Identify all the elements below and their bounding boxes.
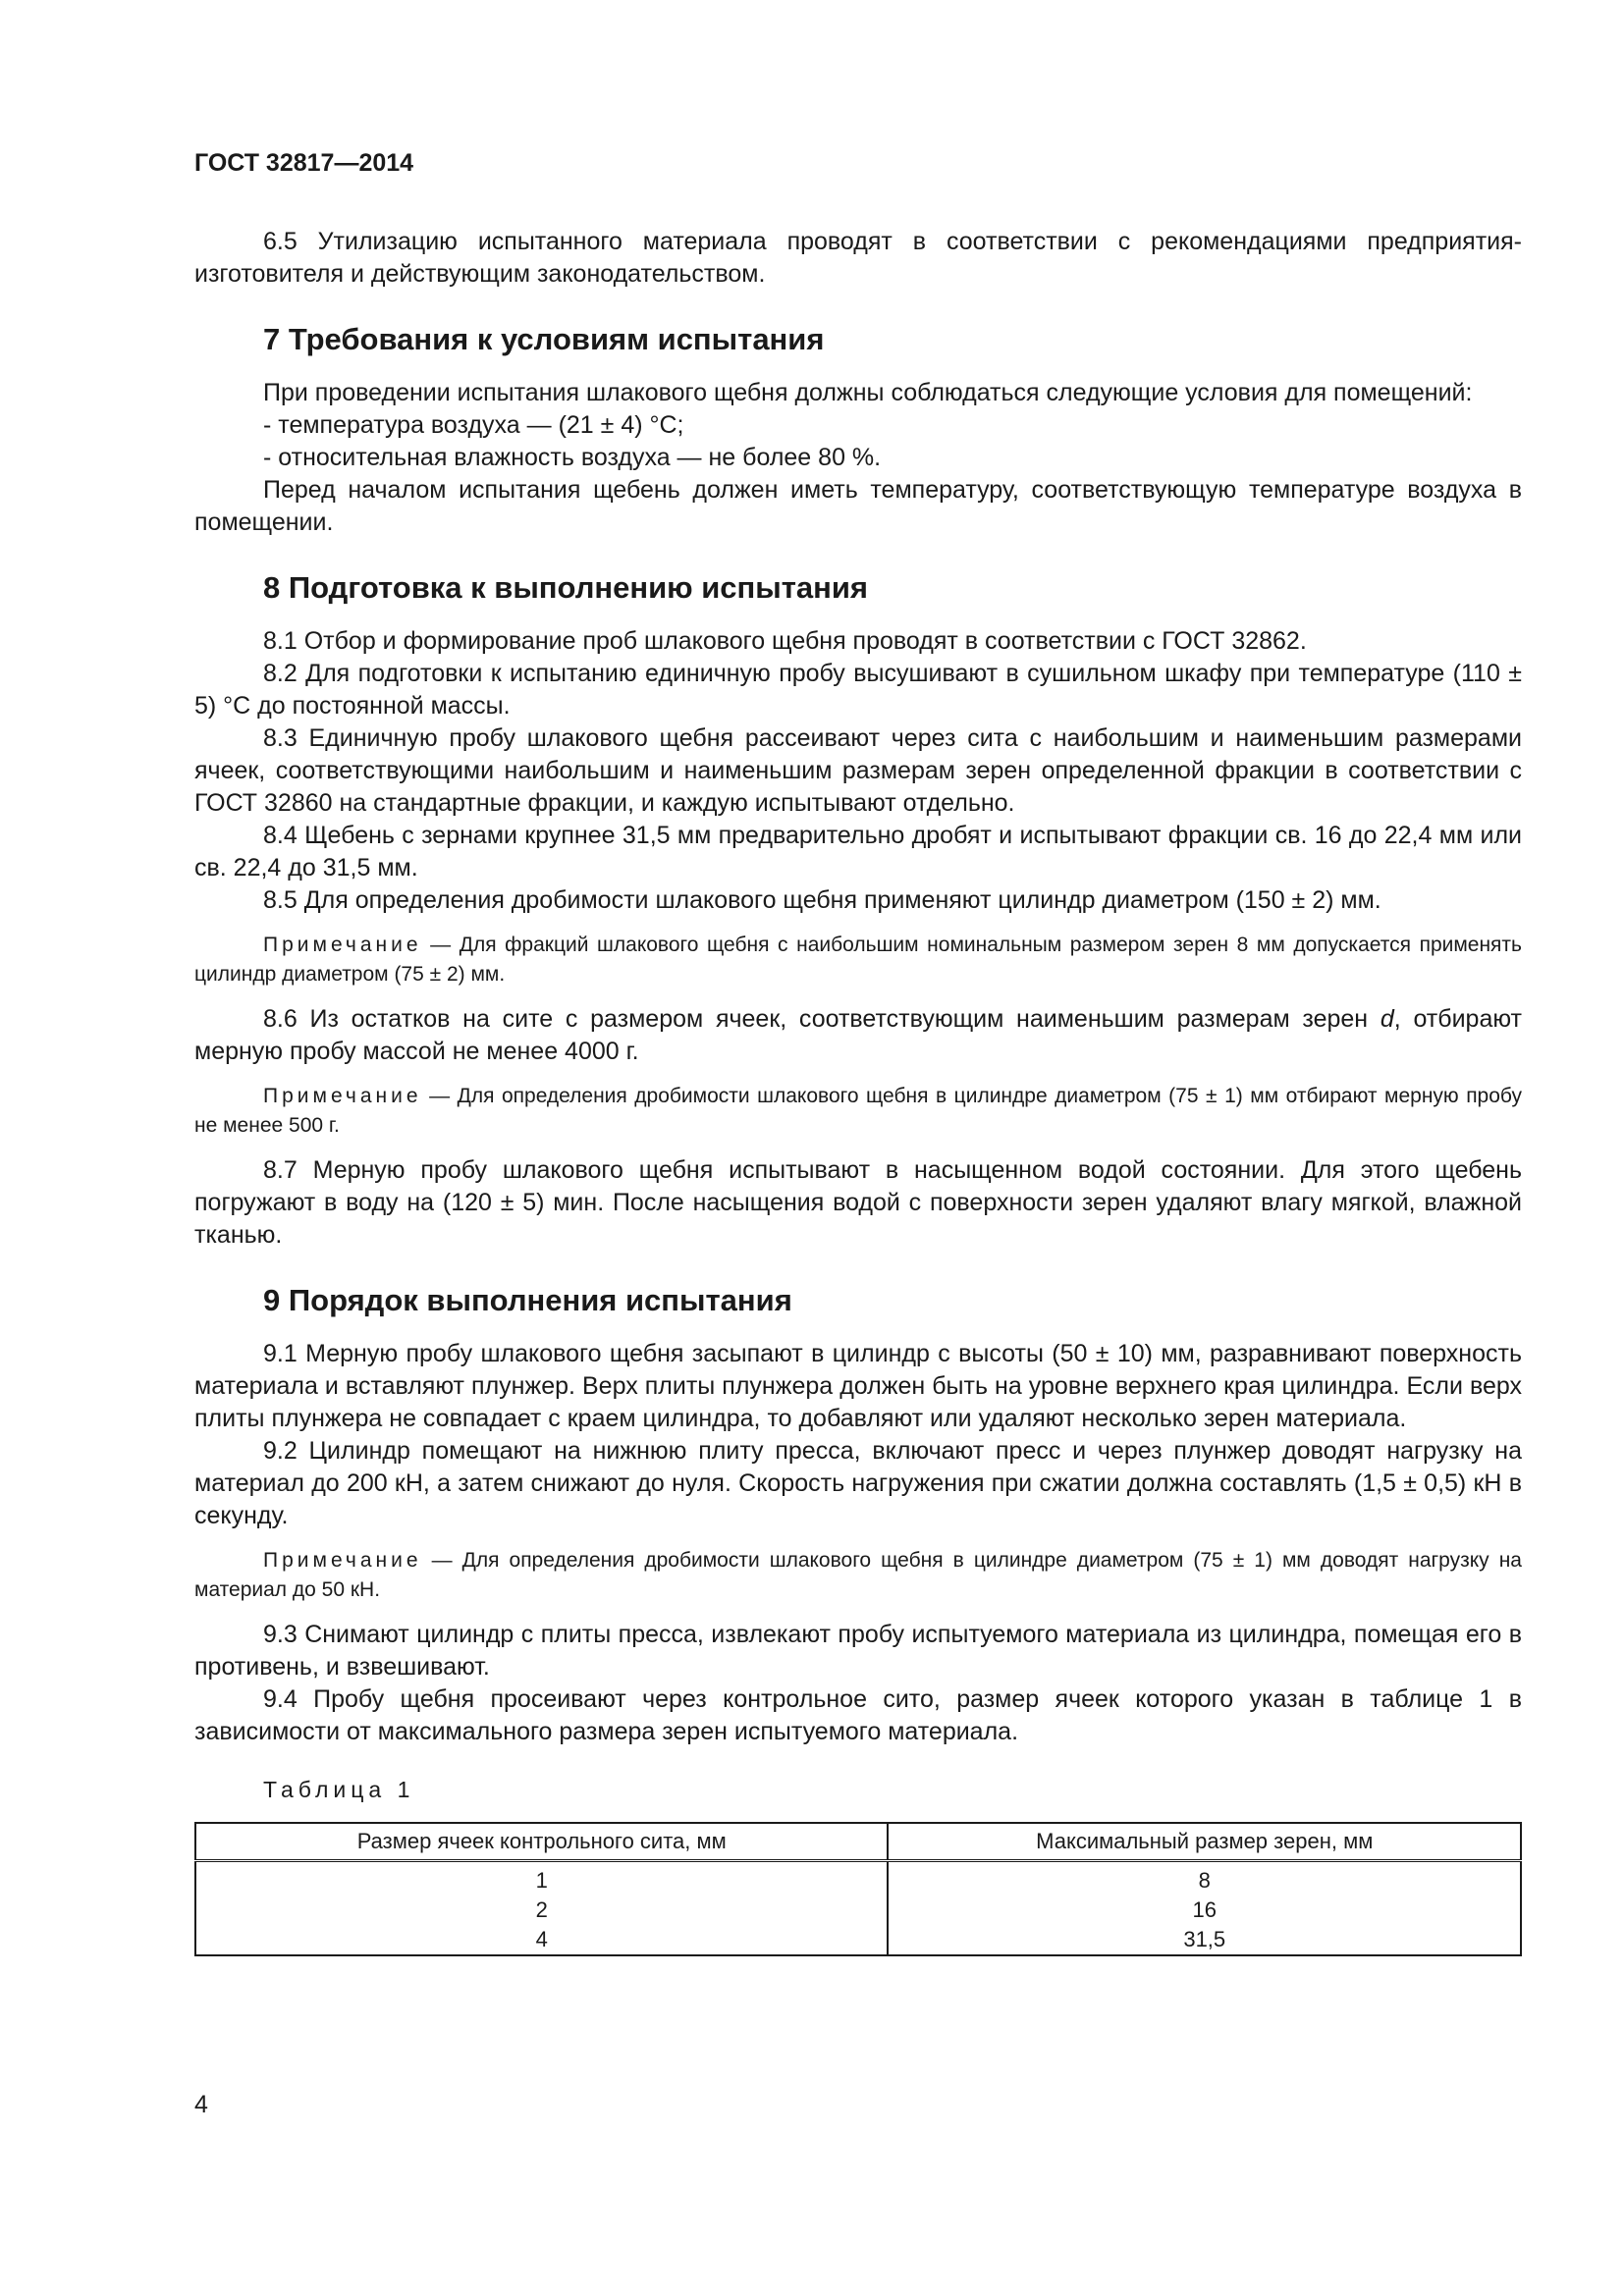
paragraph-8-3: 8.3 Единичную пробу шлакового щебня рассеивают через сита с наибольшим и наименьшим размерами ячеек, соответствующими наибольшим и наименьшим размерам зерен определенной фракции в соответствии с ГОСТ 32860 на стандартные фракции, и каждую испытывают отдельно.: [194, 724, 1522, 817]
table-row: [195, 1861, 1521, 1896]
paragraph-7-temperature: - температура воздуха — (21 ± 4) °С;: [263, 411, 684, 439]
symbol-d: d: [1380, 1005, 1394, 1033]
section-7-heading: 7 Требования к условиям испытания: [263, 322, 825, 356]
paragraph-8-4: 8.4 Щебень с зернами крупнее 31,5 мм предварительно дробят и испытывают фракции св. 16 до 22,4 мм или св. 22,4 до 31,5 мм.: [194, 822, 1522, 881]
paragraph-8-1: 8.1 Отбор и формирование проб шлакового щебня проводят в соответствии с ГОСТ 32862.: [263, 627, 1307, 655]
paragraph-7-end: Перед началом испытания щебень должен иметь температуру, соответствующую температуре воздуха в помещении.: [194, 476, 1522, 536]
paragraph-8-5: 8.5 Для определения дробимости шлакового щебня применяют цилиндр диаметром (150 ± 2) мм.: [263, 886, 1381, 914]
note-1: [194, 931, 1522, 989]
note-2: [194, 1082, 1522, 1141]
note-1-text: — Для фракций шлакового щебня с наибольшим номинальным размером зерен 8 мм допускается применять цилиндр диаметром (75 ± 2) мм.: [194, 934, 1522, 986]
table-caption: Таблица 1: [263, 1777, 415, 1802]
table-cell: 2: [195, 1896, 888, 1925]
note-2-text: — Для определения дробимости шлакового щебня в цилиндре диаметром (75 ± 1) мм отбирают мерную пробу не менее 500 г.: [194, 1085, 1522, 1137]
document-header: ГОСТ 32817—2014: [194, 149, 414, 177]
table-cell: 16: [888, 1896, 1521, 1925]
paragraph-8-2: 8.2 Для подготовки к испытанию единичную пробу высушивают в сушильном шкафу при температуре (110 ± 5) °С до постоянной массы.: [194, 660, 1522, 720]
section-9-heading: 9 Порядок выполнения испытания: [263, 1283, 792, 1317]
table-cell: 4: [195, 1925, 888, 1955]
note-label: Примечание: [263, 934, 422, 956]
paragraph-9-4: 9.4 Пробу щебня просеивают через контрольное сито, размер ячеек которого указан в таблице 1 в зависимости от максимального размера зерен испытуемого материала.: [194, 1685, 1522, 1745]
paragraph-8-6: [194, 1003, 1522, 1068]
table-header-cell: Максимальный размер зерен, мм: [888, 1823, 1521, 1861]
note-3-text: — Для определения дробимости шлакового щебня в цилиндре диаметром (75 ± 1) мм доводят нагрузку на материал до 50 кН.: [194, 1549, 1522, 1601]
paragraph-8-6-part-b: , отбирают мерную пробу массой не менее 4000 г.: [194, 1005, 1522, 1065]
table-cell: 8: [888, 1861, 1521, 1896]
paragraph-8-7: 8.7 Мерную пробу шлакового щебня испытывают в насыщенном водой состоянии. Для этого щебень погружают в воду на (120 ± 5) мин. После насыщения водой с поверхности зерен удаляют влагу мягкой, влажной тканью.: [194, 1156, 1522, 1249]
note-label: Примечание: [263, 1549, 422, 1572]
table-header-cell: Размер ячеек контрольного сита, мм: [195, 1823, 888, 1861]
sieve-table: [194, 1822, 1522, 1956]
paragraph-7-intro: При проведении испытания шлакового щебня должны соблюдаться следующие условия для помещений:: [263, 379, 1473, 406]
paragraph-6-5: 6.5 Утилизацию испытанного материала проводят в соответствии с рекомендациями предприятия-изготовителя и действующим законодательством.: [194, 228, 1522, 288]
paragraph-9-2: 9.2 Цилиндр помещают на нижнюю плиту пресса, включают пресс и через плунжер доводят нагрузку на материал до 200 кН, а затем снижают до нуля. Скорость нагружения при сжатии должна составлять (1,5 ± 0,5) кН в секунду.: [194, 1437, 1522, 1529]
table-cell: 1: [195, 1861, 888, 1896]
paragraph-8-6-part-a: 8.6 Из остатков на сите с размером ячеек, соответствующим наименьшим размерам зерен: [263, 1005, 1380, 1033]
paragraph-9-1: 9.1 Мерную пробу шлакового щебня засыпают в цилиндр с высоты (50 ± 10) мм, разравнивают поверхность материала и вставляют плунжер. Верх плиты плунжера должен быть на уровне верхнего края цилиндра. Если верх плиты плунжера не совпадает с краем цилиндра, то добавляют или удаляют несколько зерен материала.: [194, 1340, 1522, 1432]
table-cell: 31,5: [888, 1925, 1521, 1955]
paragraph-7-humidity: - относительная влажность воздуха — не более 80 %.: [263, 444, 882, 471]
paragraph-9-3: 9.3 Снимают цилиндр с плиты пресса, извлекают пробу испытуемого материала из цилиндра, помещая его в противень, и взвешивают.: [194, 1621, 1522, 1681]
table-row: [195, 1896, 1521, 1925]
note-label: Примечание: [263, 1085, 422, 1107]
section-8-heading: 8 Подготовка к выполнению испытания: [263, 570, 869, 605]
table-row: [195, 1925, 1521, 1955]
page-number: 4: [194, 2091, 208, 2118]
document-body: [194, 226, 1522, 1956]
note-3: [194, 1546, 1522, 1605]
